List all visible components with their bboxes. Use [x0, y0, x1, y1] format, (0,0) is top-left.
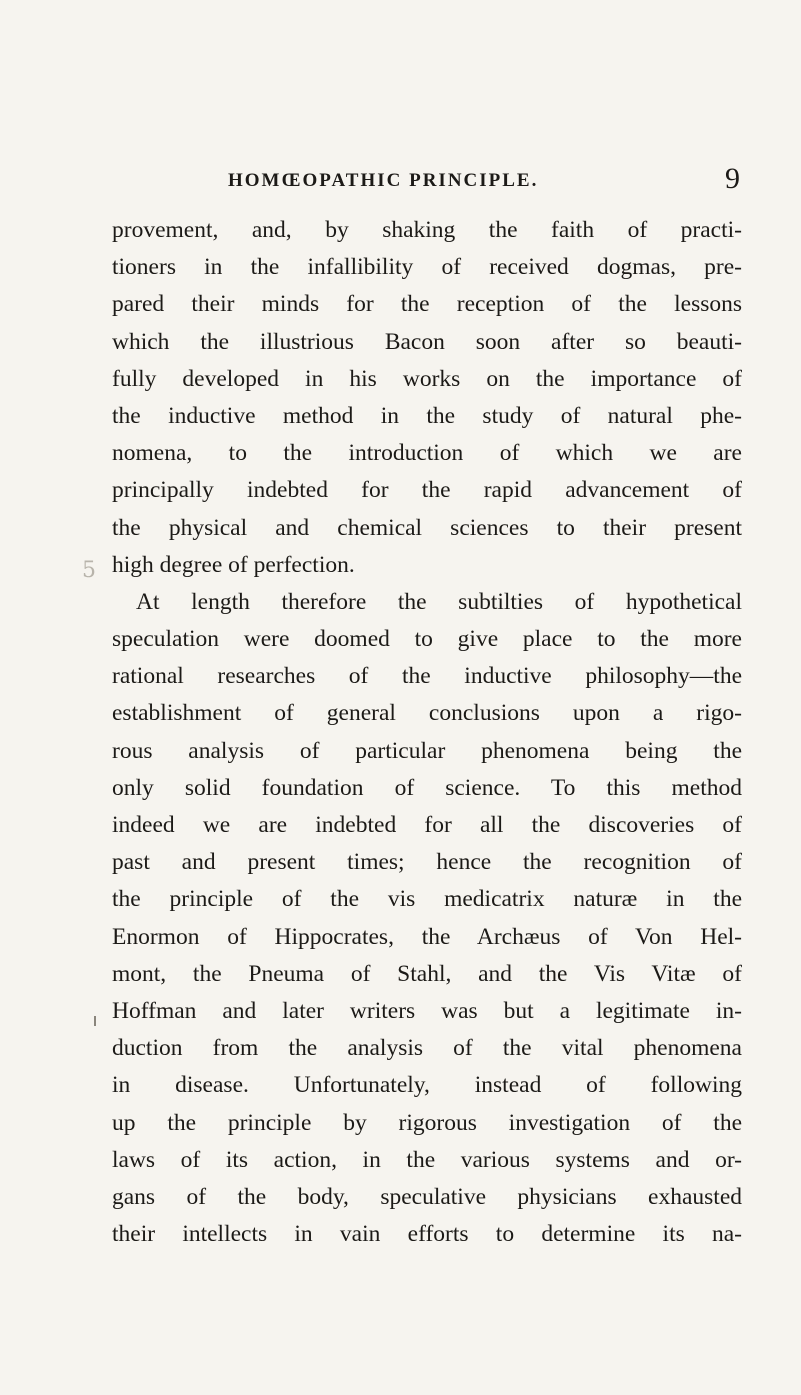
running-head-title: HOMŒOPATHIC PRINCIPLE. — [228, 170, 539, 191]
text-line: laws of its action, in the various systems and or- — [112, 1146, 742, 1173]
text-line: duction from the analysis of the vital phenomena — [112, 1035, 742, 1062]
text-line: the inductive method in the study of natural phe- — [112, 402, 742, 429]
body-text — [112, 212, 742, 1253]
text-line: speculation were doomed to give place to the more — [112, 626, 742, 653]
text-line: pared their minds for the reception of the lessons — [112, 291, 742, 318]
text-line: up the principle by rigorous investigation of the — [112, 1109, 742, 1136]
text-line: the physical and chemical sciences to their present — [112, 514, 742, 541]
text-line: mont, the Pneuma of Stahl, and the Vis Vitæ of — [112, 960, 742, 987]
text-line: principally indebted for the rapid advancement of — [112, 477, 742, 504]
text-line: indeed we are indebted for all the discoveries of — [112, 812, 742, 838]
text-line: establishment of general conclusions upon a rigo- — [112, 700, 742, 727]
running-head — [180, 164, 740, 200]
text-line: tioners in the infallibility of received dogmas, pre- — [112, 254, 742, 281]
text-line: rational researches of the inductive philosophy—the — [112, 663, 742, 690]
margin-pencil-mark: 5 — [82, 558, 96, 583]
text-line: fully developed in his works on the importance of — [112, 365, 742, 392]
text-line: high degree of perfection. — [112, 551, 355, 578]
text-line: provement, and, by shaking the faith of practi- — [112, 217, 742, 243]
margin-tick-mark — [94, 1016, 96, 1026]
text-line: which the illustrious Bacon soon after so beauti- — [112, 328, 742, 355]
text-line: only solid foundation of science. To this method — [112, 774, 742, 801]
page-number: 9 — [725, 162, 740, 195]
text-line: their intellects in vain efforts to determine its na- — [112, 1221, 742, 1248]
text-line: nomena, to the introduction of which we are — [112, 440, 742, 467]
text-line: in disease. Unfortunately, instead of following — [112, 1072, 742, 1099]
text-line: At length therefore the subtilties of hypothetical — [136, 588, 742, 615]
text-line: past and present times; hence the recognition of — [112, 849, 742, 876]
text-line: rous analysis of particular phenomena being the — [112, 737, 742, 764]
text-line: gans of the body, speculative physicians exhausted — [112, 1183, 742, 1210]
text-line: Hoffman and later writers was but a legitimate in- — [112, 997, 742, 1024]
text-line: Enormon of Hippocrates, the Archæus of Von Hel- — [112, 923, 742, 950]
text-line: the principle of the vis medicatrix naturæ in the — [112, 886, 742, 913]
